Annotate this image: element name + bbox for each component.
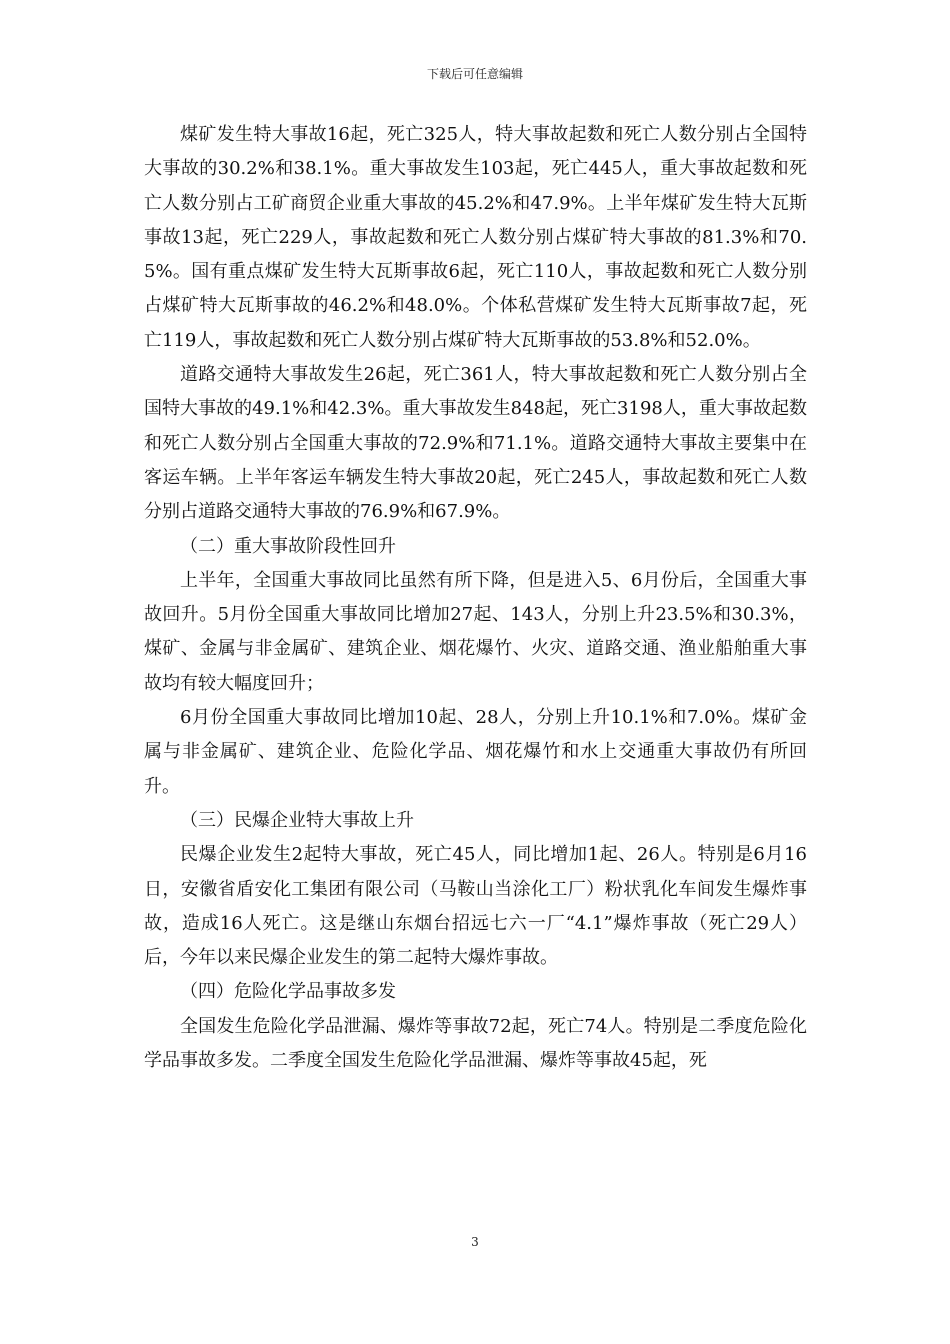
section-heading-hazardous-chemicals: （四）危险化学品事故多发 <box>180 981 396 1003</box>
paragraph-june: 6月份全国重大事故同比增加10起、28人，分别上升10.1%和7.0%。煤矿金属与非金属矿、建筑企业、危险化学品、烟花爆竹和水上交通重大事故仍有所回升。 <box>144 707 807 797</box>
paragraph-explosives: 民爆企业发生2起特大事故，死亡45人，同比增加1起、26人。特别是6月16日，安徽省盾安化工集团有限公司（马鞍山当涂化工厂）粉状乳化车间发生爆炸事故，造成16人死亡。这是继山东烟台招远七六一厂“4.1”爆炸事故（死亡29人）后，今年以来民爆企业发生的第二起特大爆炸事故。 <box>144 844 807 969</box>
page-header: 下载后可任意编辑 <box>426 67 523 81</box>
page-number: 3 <box>471 1235 479 1249</box>
document-body <box>144 118 807 1078</box>
paragraph-hazardous-chemicals: 全国发生危险化学品泄漏、爆炸等事故72起，死亡74人。特别是二季度危险化学品事故多发。二季度全国发生危险化学品泄漏、爆炸等事故45起，死 <box>144 1015 807 1072</box>
paragraph-road-traffic: 道路交通特大事故发生26起，死亡361人，特大事故起数和死亡人数分别占全国特大事故的49.1%和42.3%。重大事故发生848起，死亡3198人，重大事故起数和死亡人数分别占全国重大事故的72.9%和71.1%。道路交通特大事故主要集中在客运车辆。上半年客运车辆发生特大事故20起，死亡245人，事故起数和死亡人数分别占道路交通特大事故的76.9%和67.9%。 <box>144 364 807 523</box>
section-heading-major-accidents: （二）重大事故阶段性回升 <box>180 535 396 557</box>
section-heading-explosives: （三）民爆企业特大事故上升 <box>180 809 414 831</box>
paragraph-coal-mine: 煤矿发生特大事故16起，死亡325人，特大事故起数和死亡人数分别占全国特大事故的30.2%和38.1%。重大事故发生103起，死亡445人，重大事故起数和死亡人数分别占工矿商贸企业重大事故的45.2%和47.9%。上半年煤矿发生特大瓦斯事故13起，死亡229人，事故起数和死亡人数分别占煤矿特大事故的81.3%和70.5%。国有重点煤矿发生特大瓦斯事故6起，死亡110人，事故起数和死亡人数分别占煤矿特大瓦斯事故的46.2%和48.0%。个体私营煤矿发生特大瓦斯事故7起，死亡119人，事故起数和死亡人数分别占煤矿特大瓦斯事故的53.8%和52.0%。 <box>144 124 807 351</box>
paragraph-first-half-year: 上半年，全国重大事故同比虽然有所下降，但是进入5、6月份后，全国重大事故回升。5月份全国重大事故同比增加27起、143人，分别上升23.5%和30.3%，煤矿、金属与非金属矿、建筑企业、烟花爆竹、火灾、道路交通、渔业船舶重大事故均有较大幅度回升； <box>144 569 807 694</box>
